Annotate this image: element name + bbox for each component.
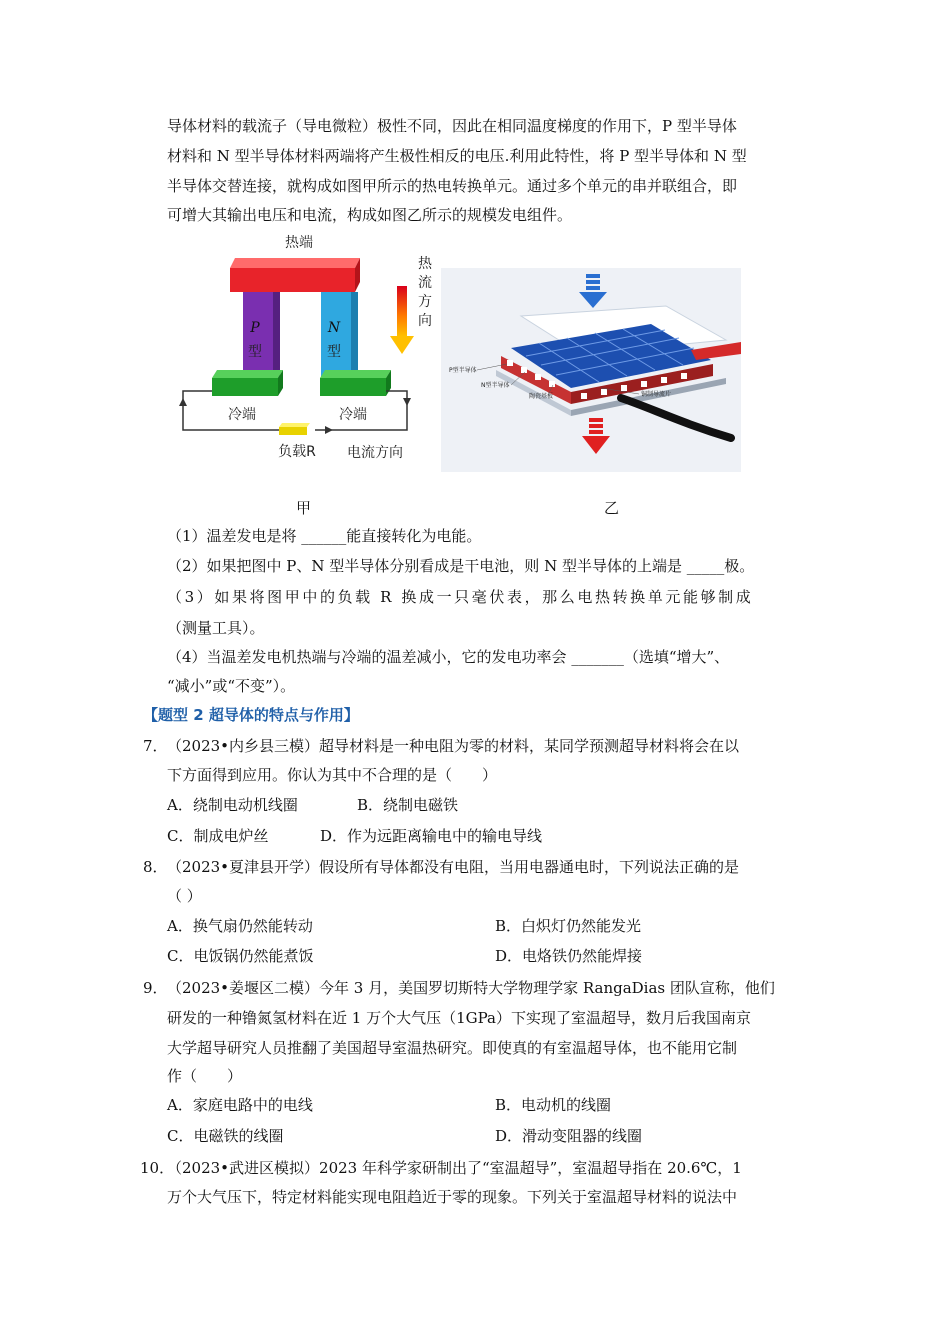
intro-line-4: 可增大其输出电压和电流，构成如图乙所示的规模发电组件。 (167, 206, 573, 224)
p-type-letter: P (250, 320, 260, 336)
q9-option-b: B．电动机的线圈 (495, 1096, 612, 1114)
q8-option-d: D．电烙铁仍然能焊接 (495, 947, 643, 965)
q9-line-3: 大学超导研究人员推翻了美国超导室温热研究。即使真的有室温超导体，也不能用它制 (167, 1039, 738, 1057)
q7-option-a: A．绕制电动机线圈 (167, 796, 298, 814)
section-heading: 【题型 2 超导体的特点与作用】 (143, 706, 359, 724)
q8-line-1: （2023•夏津县开学）假设所有导体都没有电阻，当用电器通电时，下列说法正确的是 (167, 858, 740, 876)
current-direction-label: 电流方向 (347, 445, 403, 461)
q7-option-b: B．绕制电磁铁 (357, 796, 459, 814)
n-type-letter: N (327, 320, 341, 336)
load-label: 负载R (278, 444, 316, 460)
subq-1: （1）温差发电是将 ______能直接转化为电能。 (167, 527, 482, 545)
q10-line-2: 万个大气压下，特定材料能实现电阻趋近于零的现象。下列关于室温超导材料的说法中 (167, 1188, 738, 1206)
q9-line-4: 作（ ） (167, 1067, 243, 1085)
p-semiconductor-label: P型半导体 (449, 367, 477, 374)
intro-line-3: 半导体交替连接，就构成如图甲所示的热电转换单元。通过多个单元的串并联组合，即 (167, 177, 738, 195)
heat-flow-char-1: 热 (418, 256, 432, 272)
q7-line-2: 下方面得到应用。你认为其中不合理的是（ ） (167, 766, 498, 784)
q7-line-1: （2023•内乡县三模）超导材料是一种电阻为零的材料，某同学预测超导材料将会在以 (167, 737, 740, 755)
cold-end-right-label: 冷端 (339, 407, 367, 423)
heat-flow-char-4: 向 (418, 313, 432, 329)
q9-line-1: （2023•姜堰区二模）今年 3 月，美国罗切斯特大学物理学家 RangaDias 团队宣称，他们 (167, 979, 775, 997)
q9-number: 9． (143, 979, 168, 997)
q9-line-2: 研发的一种镥氮氢材料在近 1 万个大气压（1GPa）下实现了室温超导，数月后我国南京 (167, 1009, 751, 1027)
q9-option-d: D．滑动变阻器的线圈 (495, 1127, 643, 1145)
copper-strip-label: 铜制导流片 (641, 391, 672, 398)
q7-option-c: C．制成电炉丝 (167, 827, 269, 845)
ceramic-substrate-label: 陶瓷基板 (529, 393, 554, 400)
q8-number: 8． (143, 858, 168, 876)
q8-option-a: A．换气扇仍然能转动 (167, 917, 313, 935)
q7-number: 7． (143, 737, 168, 755)
subq-3: （3）如果将图甲中的负载 R 换成一只毫伏表，那么电热转换单元能够制成 (167, 588, 754, 606)
intro-line-2: 材料和 N 型半导体材料两端将产生极性相反的电压.利用此特性，将 P 型半导体和 N 型 (167, 147, 747, 165)
q8-option-b: B．白炽灯仍然能发光 (495, 917, 642, 935)
figure-b-caption: 乙 (604, 499, 620, 517)
cold-end-left-label: 冷端 (228, 407, 256, 423)
q8-option-c: C．电饭锅仍然能煮饭 (167, 947, 314, 965)
q8-line-2: （ ） (167, 887, 202, 905)
hot-end-label: 热端 (285, 235, 313, 251)
figure-thermoelectric-unit (165, 228, 440, 473)
q9-option-c: C．电磁铁的线圈 (167, 1127, 284, 1145)
n-type-word: 型 (327, 344, 341, 360)
heat-flow-arrow-icon (390, 286, 414, 354)
subq-4: （4）当温差发电机热端与冷端的温差减小，它的发电功率会 _______（选填“增大”、 (167, 648, 730, 666)
n-semiconductor-label: N型半导体 (481, 382, 510, 389)
q9-option-a: A．家庭电路中的电线 (167, 1096, 313, 1114)
heat-flow-char-2: 流 (418, 275, 432, 291)
subq-4-cont: “减小”或“不变”）。 (167, 677, 296, 695)
subq-2: （2）如果把图中 P、N 型半导体分别看成是干电池，则 N 型半导体的上端是 _____极。 (167, 557, 755, 575)
q7-option-d: D．作为远距离输电中的输电导线 (320, 827, 543, 845)
figure-generator-module (441, 268, 741, 472)
intro-line-1: 导体材料的载流子（导电微粒）极性不同，因此在相同温度梯度的作用下，P 型半导体 (167, 117, 737, 135)
heat-flow-char-3: 方 (418, 294, 432, 310)
p-type-word: 型 (248, 344, 262, 360)
figure-a-caption: 甲 (296, 499, 312, 517)
q10-line-1: （2023•武进区模拟）2023 年科学家研制出了“室温超导”，室温超导指在 20.6℃，1 (167, 1159, 742, 1177)
subq-3-cont: （测量工具）。 (167, 619, 265, 637)
q10-number: 10． (140, 1159, 175, 1177)
